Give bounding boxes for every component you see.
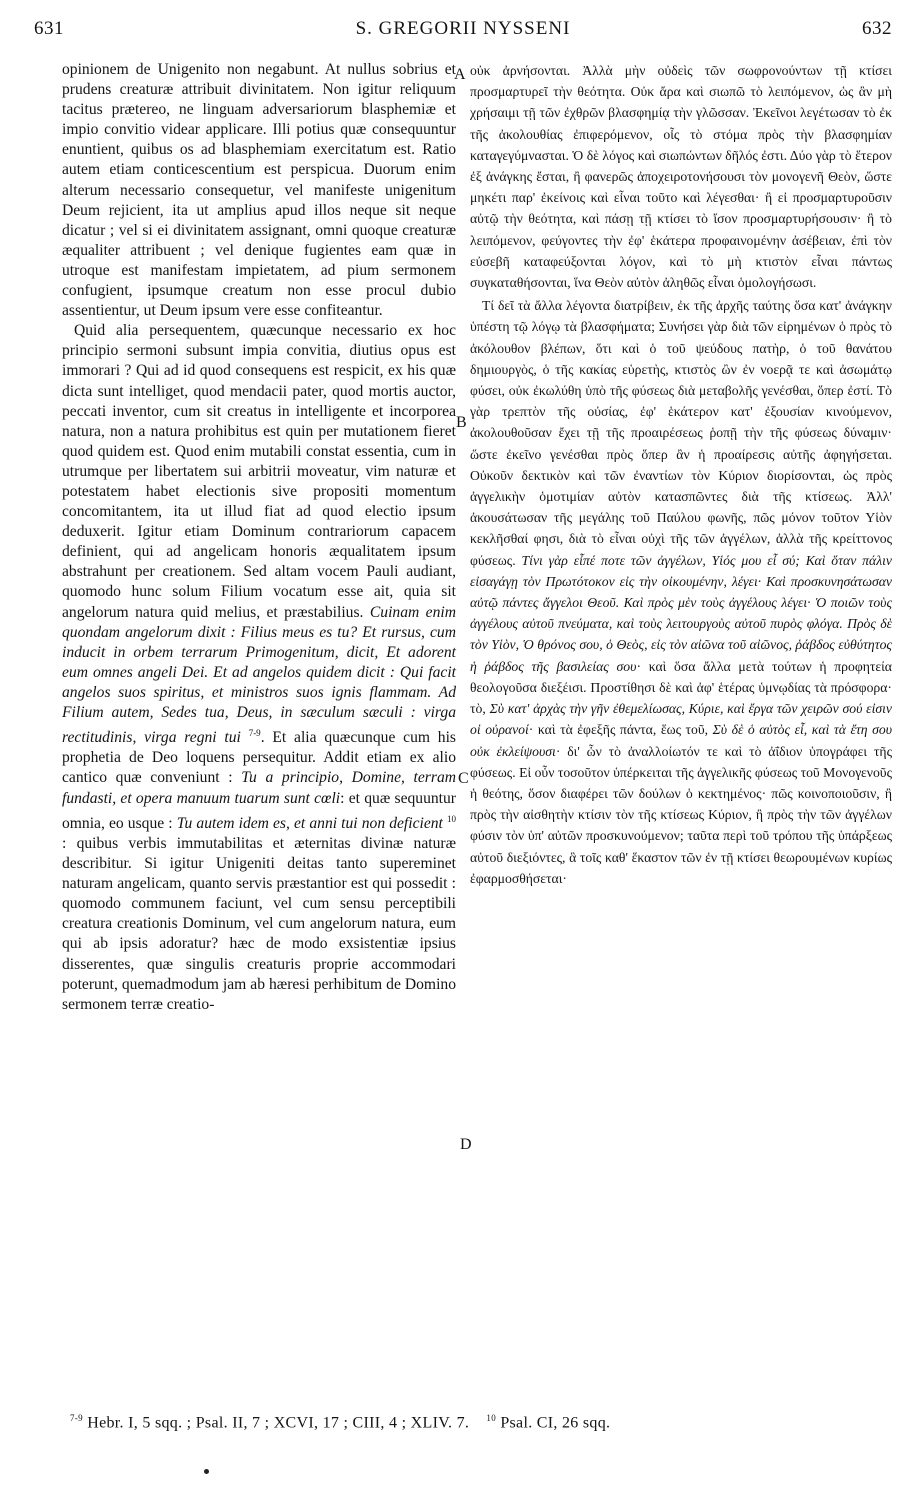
margin-marker-d: D: [460, 1136, 472, 1153]
running-title: S. GREGORII NYSSENI: [355, 18, 571, 39]
margin-marker-c: C: [458, 770, 469, 787]
page-number-right: 632: [862, 18, 892, 39]
page-number-left: 631: [34, 18, 64, 39]
latin-paragraph-1: opinionem de Unigenito non negabunt. At nullus sobrius et prudens creaturæ attribuit divinitatem. Non igitur reliquum tacitus prætereo, ne linguam adversariorum blasphemiæ et impio convitio videar applicare. Illi potius quæ consequuntur enuntient, quibus os ad blasphemiam exercitatum est. Ratio autem etiam conticescentium est perspicua. Duorum enim alterum necessario consequetur, vel manifeste unigenitum Deum rejicient, ita ut amplius apud illos neque sit neque dicatur ; vel si ei divinitatem assignant, omni quoque creaturæ æqualiter attribuent ; vel denique fugientes eam quæ in utroque est manifestam impietatem, ad pium sermonem confugient, ipsumque creatum non esse procul dubio assentientur, ut Deum ipsum vere esse confiteantur.: [62, 61, 456, 320]
latin-p2-text-c: : et quæ sequuntur omnia, eo usque :: [62, 789, 456, 832]
latin-p2-text-b: . Et alia quæcunque cum his prophetia de Deo loquens persequitur. Addit etiam ex alio cantico quæ conveniunt :: [62, 729, 457, 787]
greek-quote-psalm-2: Σὺ δὲ ὁ αὐτὸς εἶ, καὶ τὰ ἔτη σου οὐκ ἐκλείψουσι: [470, 722, 892, 759]
footnote-marker-1: 7-9: [70, 1413, 83, 1423]
greek-column: [470, 60, 892, 889]
greek-p2-text: Τί δεῖ τὰ ἄλλα λέγοντα διατρίβειν, ἐκ τῆς ἀρχῆς ταύτης ὅσα κατ' ἀνάγκην ὑπέστη τῷ λόγῳ τὰ βλασφήματα; Συνήσει γὰρ διὰ τῶν εἰρημένων ὁ πρὸς τὸ ἀκόλουθον βλέπων, ὅτι καὶ ὁ τοῦ ψεύδους πατὴρ, ὁ τοῦ θανάτου δημιουργὸς, ὁ τῆς κακίας εὑρετὴς, κτιστὸς ὢν ἐν νοερᾷ τε καὶ ἀσωμάτῳ φύσει, οὐκ ἐκωλύθη ὑπὸ τῆς φύσεως διὰ μεταβολῆς γενέσθαι, ὅπερ ἐστί. Τὸ γὰρ τρεπτὸν τῆς οὐσίας, ἐφ' ἑκάτερον κατ' ἐξουσίαν κινούμενον, ἀκολουθοῦσαν ἔχει τῇ τῆς προαιρέσεως ῥοπῇ τὴν τῆς φύσεως δύναμιν· ὥστε ἐκεῖνο γενέσθαι πρὸς ὅπερ ἂν ἡ προαίρεσις αὐτῆς ἀφηγήσεται. Οὐκοῦν δεκτικὸν καὶ τῶν ἐναντίων τὸν Κύριον διορίσονται, ὡς πρὸς ἀγγελικὴν ὁμοτιμίαν αὐτὸν κατασπῶντες διὰ τῆς κτίσεως. Ἀλλ' ἀκουσάτωσαν τῆς μεγάλης τοῦ Παύλου φωνῆς, πῶς μόνον τοῦτον Υἱὸν κεκλῆσθαί φησι, διὰ τὸ εἶναι οὐχὶ τῆς τῶν ἀγγέλων, ἀλλὰ τῆς κρείττονος φύσεως.: [470, 298, 892, 568]
running-header: [34, 18, 892, 48]
latin-p2-text-d: : quibus verbis immutabilitas et æternitas divinæ naturæ describitur. Si igitur Unigeniti deitas tanto supereminet naturam angelicam, quanto servis præstantior est qui possedit : quomodo communem faciunt, vel cum sensu perceptibili creatura creationis Dominum, vel cum angelorum natura, eum qui ab ipsis adoratur? hæc de modo exsistentiæ ipsius disserentes, quæ singulis creaturis proprie accommodari poterunt, quemadmodum jam ab hæresi perhibitum de Domino sermonem terræ creatio-: [62, 834, 456, 1013]
greek-p2-text-b: · καὶ ὅσα ἄλλα μετὰ τούτων ἡ προφητεία θεολογοῦσα διεξέισι. Προστίθησι δὲ καὶ ἀφ' ἑτέρας ὑμνῳδίας τὰ πρόσφορα· τὸ,: [470, 658, 892, 717]
footnotes: [70, 1413, 894, 1432]
greek-p2-text-d: · δι' ὧν τὸ ἀναλλοίωτόν τε καὶ τὸ ἀΐδιον ὑπογράφει τῆς φύσεως. Εἰ οὖν τοσοῦτον ὑπέρκειται τῆς ἀγγελικῆς φύσεως τοῦ Μονογενοῦς ἡ θεότης, ὅσον διαφέρει τῶν δούλων ὁ κεκτημένος· πῶς κοινοποιοῦσιν, ἢ πρὸς τὴν αἰσθητὴν κτίσιν τὸν τῆς κτίσεως Κύριον, ἢ πρὸς τὴν τῶν ἀγγέλων φύσιν τὸν ὑπ' αὐτῶν προσκυνούμενον; ταῦτα περὶ τοῦ τρόπου τῆς ὑπάρξεως αὐτοῦ διεξιόντες, ἃ τοῖς καθ' ἕκαστον τῶν ἐν τῇ κτίσει θεωρουμένων κυρίως ἐφαρμοσθήσεται·: [470, 743, 892, 886]
footnote-text-1: Hebr. I, 5 sqq. ; Psal. II, 7 ; XCVI, 17 ; CIII, 4 ; XLIV. 7.: [87, 1414, 470, 1432]
greek-paragraph-1: οὐκ ἀρνήσονται. Ἀλλὰ μὴν οὐδεὶς τῶν σωφρονούντων τῇ κτίσει προσμαρτυρεῖ τὴν θεότητα. Οὐκ ἄρα καὶ σιωπῶ τὸ λειπόμενον, ὡς ἂν μὴ χρήσαιμι τῇ τῶν ἐχθρῶν βλασφημίᾳ τὴν γλῶσσαν. Ἐκεῖνοι λεγέτωσαν τὸ ἐκ τῆς ἀκολουθίας ἐπιφερόμενον, οἷς τὸ στόμα πρὸς τὴν βλασφημίαν καταγεγύμνασται. Ὁ δὲ λόγος καὶ σιωπώντων δῆλός ἐστι. Δύο γὰρ τὸ ἕτερον ἐξ ἀνάγκης ἔσται, ἢ φανερῶς ἀποχειροτονήσουσι τὸν μονογενῆ Θεὸν, ὥστε μηκέτι παρ' ἐκείνοις καὶ εἶναι τοῦτο καὶ λέγεσθαι· ἢ εἰ προσμαρτυροῦσιν αὐτῷ τὴν θεότητα, καὶ πάσῃ τῇ κτίσει τὸ ἴσον προσμαρτυρήσουσιν· ἢ τὸ λειπόμενον, φεύγοντες τὴν ἐφ' ἑκάτερα προφαινομένην ἀσέβειαν, ἐπὶ τὸν εὐσεβῆ καταφεύξονται λόγον, καὶ τὸ μὴ κτιστὸν εἶναι πάντως συγκαταθήσονται, ἵνα Θεὸν αὐτὸν ἀληθῶς εἶναι ὁμολογήσωσι.: [470, 63, 892, 291]
latin-quote-hebrews: Cuinam enim quondam angelorum dixit : Filius meus es tu? Et rursus, cum inducit in orbem terrarum Primogenitum, dicit, Et adorent eum omnes angeli Dei. Et ad angelos quidem dicit : Qui facit angelos suos spiritus, et ministros suos ignis flammam. Ad Filium autem, Sedes tua, Deus, in sæculum sæculi : virga rectitudinis, virga regni tui: [62, 603, 456, 747]
stray-ink-dot: [204, 1469, 209, 1474]
greek-paragraph-2: [470, 295, 892, 889]
latin-column: [62, 60, 456, 1015]
latin-p2-text: Quid alia persequentem, quæcunque necessario ex hoc principio sermoni subsunt impia convitia, diutius opus est immorari ? Qui ad id quod consequens est respicit, ex his quæ dicta sunt intelliget, quod mendacii pater, quod mortis auctor, peccati inventor, cum sit creatus in intelligente et incorporea natura, non a natura prohibitus est quin per mutationem fieret quod quidem est. Quod enim mutabili constat essentia, cum in utrumque per libertatem sui arbitrii moveatur, vim naturæ et potestatem habet electionis sive propositi momentum concomitantem, ita ut illud fiat ad quod electio ipsum deduxerit. Igitur etiam Dominum contrariorum capacem definient, qui ad angelicam honoris æqualitatem ipsum abstrahunt per creationem. Sed altam vocem Pauli audiant, quomodo hunc solum Filium vocatum esse ait, quia sit angelorum natura quid melius, et præstabilius.: [62, 322, 456, 621]
margin-marker-a: A: [454, 66, 466, 83]
latin-quote-psalm-2: Tu autem idem es, et anni tui non deficient: [176, 814, 443, 832]
latin-footnote-ref-1: 7-9: [248, 728, 261, 739]
greek-quote-psalm: Σὺ κατ' ἀρχὰς τὴν γῆν ἐθεμελίωσας, Κύριε, καὶ ἔργα τῶν χειρῶν σού εἰσιν οἱ οὐρανοί: [470, 701, 893, 738]
latin-footnote-ref-2: 10: [447, 813, 457, 824]
footnote-text-2: Psal. CI, 26 sqq.: [500, 1414, 611, 1432]
greek-quote-hebrews: Τίνι γὰρ εἶπέ ποτε τῶν ἀγγέλων, Υἱός μου εἶ σύ; Καὶ ὅταν πάλιν εἰσαγάγῃ τὸν Πρωτότοκον εἰς τὴν οἰκουμένην, λέγει· Καὶ προσκυνησάτωσαν αὐτῷ πάντες ἄγγελοι Θεοῦ. Καὶ πρὸς μὲν τοὺς ἀγγέλους λέγει· Ὁ ποιῶν τοὺς ἀγγέλους αὐτοῦ πνεύματα, καὶ τοὺς λειτουργοὺς αὐτοῦ πυρὸς φλόγα. Πρὸς δὲ τὸν Υἱὸν, Ὁ θρόνος σου, ὁ Θεὸς, εἰς τὸν αἰῶνα τοῦ αἰῶνος, ῥάβδος εὐθύτητος ἡ ῥάβδος τῆς βασιλείας σου: [470, 552, 893, 674]
margin-marker-b: B: [456, 414, 467, 431]
footnote-marker-2: 10: [486, 1413, 497, 1423]
latin-quote-psalm: Tu a principio, Domine, terram fundasti, et opera manuum tuarum sunt cœli: [62, 769, 457, 807]
latin-paragraph-2: [62, 321, 456, 1015]
greek-p2-text-c: · καὶ τὰ ἐφεξῆς πάντα, ἕως τοῦ,: [528, 722, 709, 738]
